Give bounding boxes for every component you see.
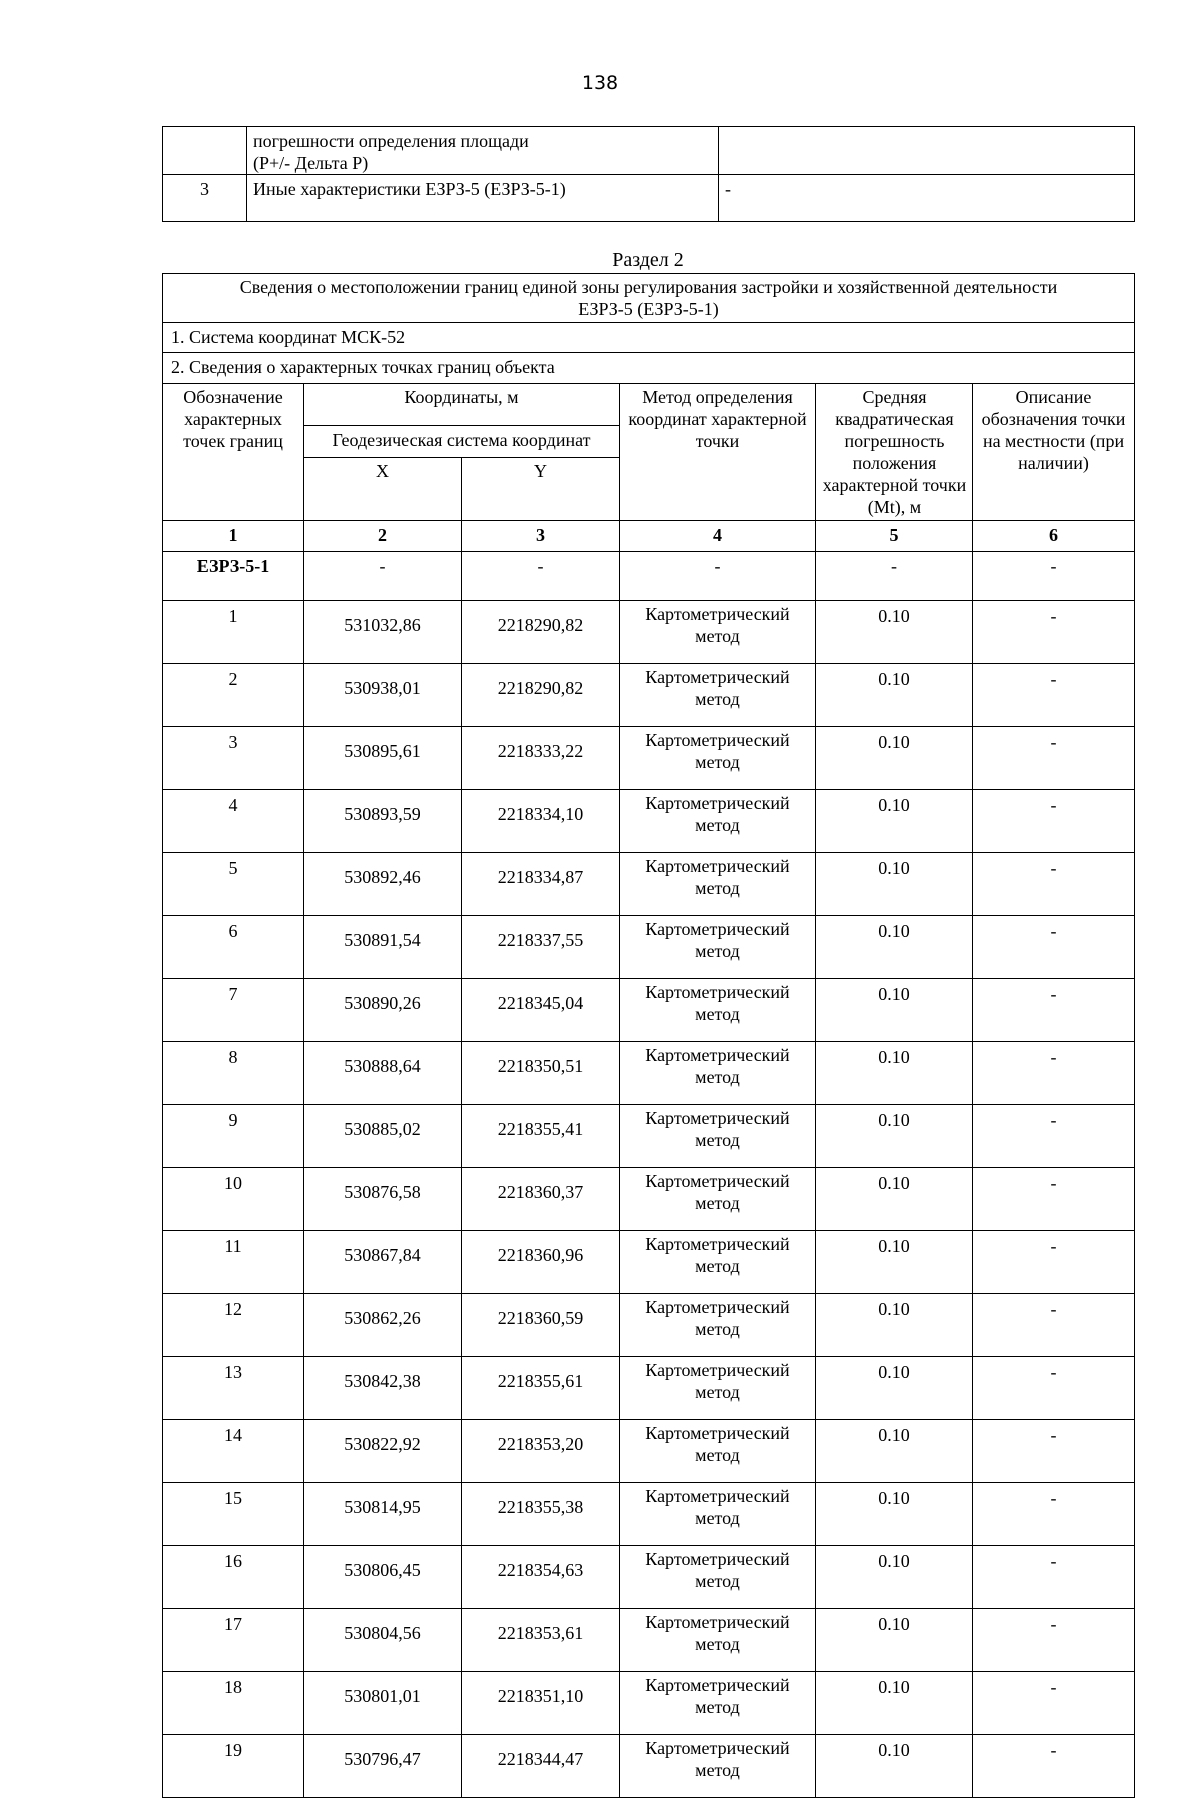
point-x: 530888,64 [304,1042,462,1105]
table-row [163,1546,1135,1609]
point-accuracy: 0.10 [816,1231,973,1294]
column-number: 6 [973,521,1135,552]
point-description: - [973,1420,1135,1483]
point-method: Картометрический метод [620,1294,816,1357]
point-number: 6 [163,916,304,979]
row-number: 3 [163,175,247,222]
point-description: - [973,979,1135,1042]
point-y: 2218290,82 [462,664,620,727]
table-row [163,127,1135,175]
point-method: Картометрический метод [620,1609,816,1672]
point-y: 2218355,61 [462,1357,620,1420]
column-header-y: Y [462,458,620,521]
table-row [163,1357,1135,1420]
point-number: 5 [163,853,304,916]
point-x: 530867,84 [304,1231,462,1294]
page-number: 138 [581,72,619,94]
point-x: 530885,02 [304,1105,462,1168]
column-header-accuracy [816,384,973,521]
table-header-row [163,384,1135,426]
point-method: Картометрический метод [620,1231,816,1294]
column-number: 3 [462,521,620,552]
table-row [163,1672,1135,1735]
characteristics-table [162,126,1135,222]
point-description: - [973,1735,1135,1798]
point-accuracy: 0.10 [816,1357,973,1420]
object-accuracy: - [816,552,973,601]
point-number: 14 [163,1420,304,1483]
point-description: - [973,853,1135,916]
point-accuracy: 0.10 [816,853,973,916]
point-x: 530938,01 [304,664,462,727]
table-row [163,979,1135,1042]
point-description: - [973,1672,1135,1735]
table-row [163,727,1135,790]
point-y: 2218354,63 [462,1546,620,1609]
point-x: 530895,61 [304,727,462,790]
table-row [163,601,1135,664]
column-header-description: Описание обозначения точки на местности (при наличии) [973,384,1135,521]
point-number: 19 [163,1735,304,1798]
point-method: Картометрический метод [620,1483,816,1546]
table-row [163,664,1135,727]
point-y: 2218353,20 [462,1420,620,1483]
column-number: 4 [620,521,816,552]
point-method: Картометрический метод [620,916,816,979]
table-row [163,853,1135,916]
characteristic-value: - [719,175,1135,222]
point-y: 2218360,96 [462,1231,620,1294]
column-header-coordinates: Координаты, м [304,384,620,426]
point-accuracy: 0.10 [816,1105,973,1168]
point-y: 2218345,04 [462,979,620,1042]
point-x: 531032,86 [304,601,462,664]
point-method: Картометрический метод [620,979,816,1042]
point-number: 7 [163,979,304,1042]
object-y: - [462,552,620,601]
points-title: 2. Сведения о характерных точках границ объекта [163,353,1135,384]
point-description: - [973,1042,1135,1105]
point-description: - [973,1609,1135,1672]
point-accuracy: 0.10 [816,1546,973,1609]
point-accuracy: 0.10 [816,1735,973,1798]
section-header-line: Сведения о местоположении границ единой зоны регулирования застройки и хозяйственной деятельности [239,277,1058,297]
point-method: Картометрический метод [620,1672,816,1735]
point-number: 4 [163,790,304,853]
column-header-accuracy-text: Средняя квадратическая погрешность положения характерной точки (Mt), м [822,387,967,517]
point-number: 17 [163,1609,304,1672]
point-number: 15 [163,1483,304,1546]
coordinates-table [162,273,1135,1798]
section-title: Раздел 2 [612,249,684,271]
point-accuracy: 0.10 [816,1294,973,1357]
characteristic-name-line: (Р+/- Дельта Р) [253,153,369,173]
point-number: 13 [163,1357,304,1420]
table-row [163,1231,1135,1294]
coordinate-system: 1. Система координат МСК-52 [163,323,1135,353]
point-method: Картометрический метод [620,1357,816,1420]
characteristic-value [719,127,1135,175]
point-x: 530862,26 [304,1294,462,1357]
point-accuracy: 0.10 [816,1168,973,1231]
point-y: 2218355,38 [462,1483,620,1546]
point-description: - [973,664,1135,727]
point-method: Картометрический метод [620,727,816,790]
column-header-x: X [304,458,462,521]
point-x: 530804,56 [304,1609,462,1672]
point-description: - [973,601,1135,664]
point-x: 530890,26 [304,979,462,1042]
point-accuracy: 0.10 [816,664,973,727]
point-method: Картометрический метод [620,1420,816,1483]
point-x: 530796,47 [304,1735,462,1798]
point-number: 2 [163,664,304,727]
point-x: 530891,54 [304,916,462,979]
point-x: 530806,45 [304,1546,462,1609]
point-accuracy: 0.10 [816,1609,973,1672]
point-description: - [973,1546,1135,1609]
characteristic-name [247,175,719,222]
point-accuracy: 0.10 [816,1483,973,1546]
point-y: 2218355,41 [462,1105,620,1168]
table-row [163,175,1135,222]
object-name: ЕЗРЗ-5-1 [163,552,304,601]
point-accuracy: 0.10 [816,601,973,664]
section-header-line: ЕЗРЗ-5 (ЕЗРЗ-5-1) [578,299,719,319]
point-accuracy: 0.10 [816,916,973,979]
point-method: Картометрический метод [620,853,816,916]
point-method: Картометрический метод [620,1105,816,1168]
point-x: 530822,92 [304,1420,462,1483]
point-description: - [973,1357,1135,1420]
table-row [163,1042,1135,1105]
column-header-geodetic: Геодезическая система координат [304,426,620,458]
table-row [163,790,1135,853]
point-method: Картометрический метод [620,1168,816,1231]
column-header-method: Метод определения координат характерной точки [620,384,816,521]
table-row [163,1294,1135,1357]
point-x: 530842,38 [304,1357,462,1420]
characteristic-name [247,127,719,175]
point-rows [163,601,1135,1798]
point-y: 2218334,87 [462,853,620,916]
object-x: - [304,552,462,601]
table-header-row [163,274,1135,323]
table-row [163,916,1135,979]
point-y: 2218344,47 [462,1735,620,1798]
table-row [163,1168,1135,1231]
point-description: - [973,1231,1135,1294]
point-description: - [973,790,1135,853]
table-row [163,1609,1135,1672]
point-method: Картометрический метод [620,601,816,664]
column-number: 1 [163,521,304,552]
point-description: - [973,916,1135,979]
characteristic-name-line: погрешности определения площади [253,131,529,151]
point-method: Картометрический метод [620,1546,816,1609]
point-y: 2218351,10 [462,1672,620,1735]
point-number: 1 [163,601,304,664]
point-description: - [973,727,1135,790]
point-accuracy: 0.10 [816,790,973,853]
point-number: 3 [163,727,304,790]
point-method: Картометрический метод [620,1042,816,1105]
table-row [163,1105,1135,1168]
section-header [163,274,1135,323]
point-accuracy: 0.10 [816,1420,973,1483]
column-header-point: Обозначение характерных точек границ [163,384,304,521]
characteristic-name-line: Иные характеристики ЕЗРЗ-5 (ЕЗРЗ-5-1) [253,179,566,199]
point-number: 8 [163,1042,304,1105]
table-header-row [163,353,1135,384]
point-number: 10 [163,1168,304,1231]
column-numbers-row [163,521,1135,552]
point-y: 2218334,10 [462,790,620,853]
point-accuracy: 0.10 [816,1042,973,1105]
point-method: Картометрический метод [620,664,816,727]
point-number: 16 [163,1546,304,1609]
point-y: 2218353,61 [462,1609,620,1672]
object-row [163,552,1135,601]
column-number: 5 [816,521,973,552]
column-number: 2 [304,521,462,552]
point-number: 18 [163,1672,304,1735]
point-method: Картометрический метод [620,1735,816,1798]
point-description: - [973,1168,1135,1231]
point-number: 11 [163,1231,304,1294]
point-description: - [973,1105,1135,1168]
point-y: 2218337,55 [462,916,620,979]
point-y: 2218290,82 [462,601,620,664]
point-x: 530892,46 [304,853,462,916]
object-description: - [973,552,1135,601]
point-method: Картометрический метод [620,790,816,853]
table-row [163,1735,1135,1798]
point-x: 530893,59 [304,790,462,853]
point-y: 2218350,51 [462,1042,620,1105]
point-description: - [973,1294,1135,1357]
point-x: 530876,58 [304,1168,462,1231]
point-y: 2218360,37 [462,1168,620,1231]
table-header-row [163,323,1135,353]
point-y: 2218333,22 [462,727,620,790]
point-number: 12 [163,1294,304,1357]
point-x: 530814,95 [304,1483,462,1546]
point-accuracy: 0.10 [816,1672,973,1735]
point-x: 530801,01 [304,1672,462,1735]
object-method: - [620,552,816,601]
point-y: 2218360,59 [462,1294,620,1357]
point-description: - [973,1483,1135,1546]
point-accuracy: 0.10 [816,727,973,790]
table-row [163,1420,1135,1483]
table-row [163,1483,1135,1546]
point-accuracy: 0.10 [816,979,973,1042]
point-number: 9 [163,1105,304,1168]
row-number [163,127,247,175]
